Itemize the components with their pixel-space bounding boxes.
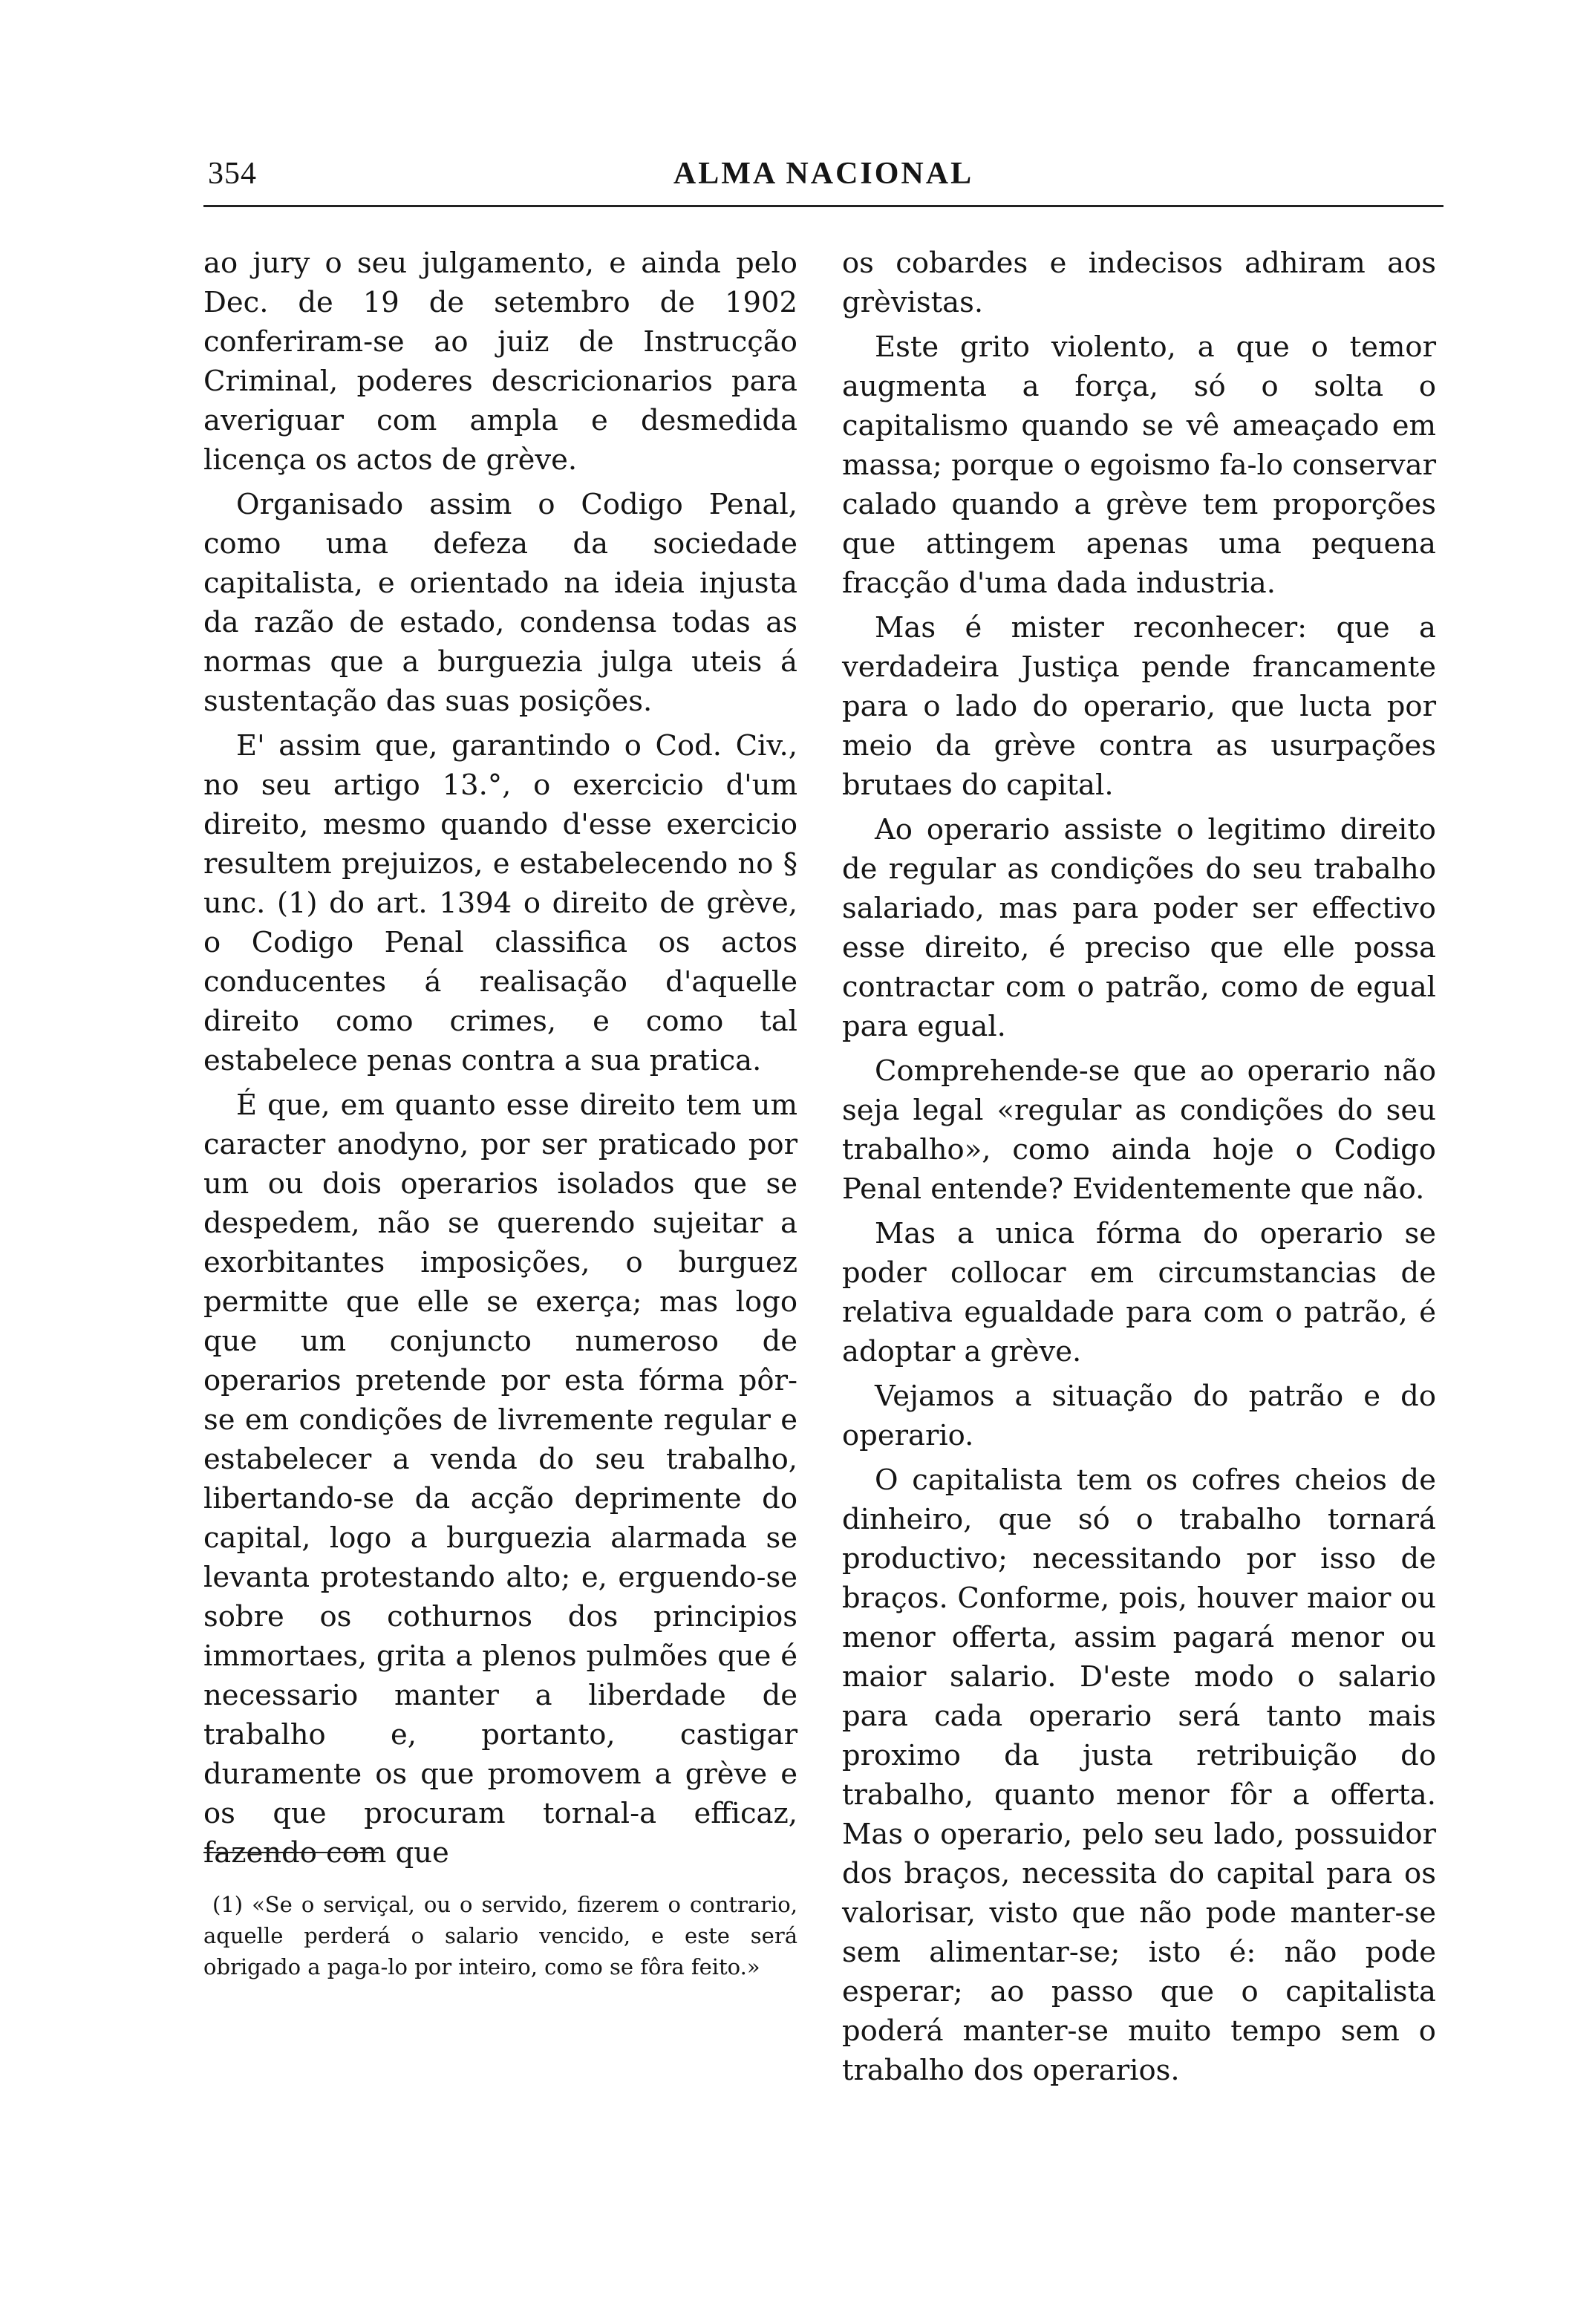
running-head (203, 153, 1443, 207)
left-column (203, 244, 797, 1878)
paragraph: E' assim que, garantindo o Cod. Civ., no seu artigo 13.°, o exercicio d'um direito, mesmo quando d'esse exercicio resultem prejuizos, e estabelecendo no § unc. (1) do art. 1394 o direito de grève, o Codigo Penal classifica os actos conducentes á realisação d'aquelle direito como crimes, e como tal estabelece penas contra a sua pratica. (203, 729, 797, 1077)
paragraph: Ao operario assiste o legitimo direito de regular as condições do seu trabalho salariado, mas para poder ser effectivo esse direito, é preciso que elle possa contractar com o patrão, como de egual para egual. (842, 813, 1436, 1043)
paragraph: É que, em quanto esse direito tem um caracter anodyno, por ser praticado por um ou dois operarios isolados que se despedem, não se querendo sujeitar a exorbitantes imposições, o burguez permitte que elle se exerça; mas logo que um conjuncto numeroso de operarios pretende por esta fórma pôr-se em condições de livremente regular e estabelecer a venda do seu trabalho, libertando-se da acção deprimente do capital, logo a burguezia alarmada se levanta protestando alto; e, erguendo-se sobre os cothurnos dos principios immortaes, grita a plenos pulmões que é necessario manter a liberdade de trabalho e, portanto, castigar duramente os que promovem a grève e os que procuram tornal-a efficaz, fazendo com que (203, 1088, 797, 1870)
paragraph: Mas é mister reconhecer: que a verdadeira Justiça pende francamente para o lado do operario, que lucta por meio da grève contra as usurpações brutaes do capital. (842, 611, 1436, 802)
paragraph: O capitalista tem os cofres cheios de dinheiro, que só o trabalho tornará productivo; necessitando por isso de braços. Conforme, pois, houver maior ou menor offerta, assim pagará menor ou maior salario. D'este modo o salario para cada operario será tanto mais proximo da justa retribuição do trabalho, quanto menor fôr a offerta. Mas o operario, pelo seu lado, possuidor dos braços, necessita do capital para os valorisar, visto que não pode manter-se sem alimentar-se; isto é: não pode esperar; ao passo que o capitalista poderá manter-se muito tempo sem o trabalho dos operarios. (842, 1463, 1436, 2087)
journal-title: ALMA NACIONAL (673, 157, 974, 191)
paragraph: ao jury o seu julgamento, e ainda pelo Dec. de 19 de setembro de 1902 conferiram-se ao juiz de Instrucção Criminal, poderes descricionarios para averiguar com ampla e desmedida licença os actos de grève. (203, 247, 797, 477)
paragraph: os cobardes e indecisos adhiram aos grèvistas. (842, 247, 1436, 319)
paragraph: Comprehende-se que ao operario não seja legal «regular as condições do seu trabalho», como ainda hoje o Codigo Penal entende? Evidentemente que não. (842, 1054, 1436, 1206)
paragraph: Este grito violento, a que o temor augmenta a força, só o solta o capitalismo quando se vê ameaçado em massa; porque o egoismo fa-lo conservar calado quando a grève tem proporções que attingem apenas uma pequena fracção d'uma dada industria. (842, 330, 1436, 600)
paragraph: Mas a unica fórma do operario se poder collocar em circumstancias de relativa egualdade para com o patrão, é adoptar a grève. (842, 1217, 1436, 1368)
page-number: 354 (208, 157, 257, 191)
footnote: (1) «Se o serviçal, ou o servido, fizerem o contrario, aquelle perderá o salario vencido, e este será obrigado a paga-lo por inteiro, como se fôra feito.» (203, 1892, 797, 1979)
right-column (842, 244, 1436, 2095)
paragraph: Vejamos a situação do patrão e do operario. (842, 1380, 1436, 1452)
footnote-rule (203, 1852, 379, 1853)
paragraph: Organisado assim o Codigo Penal, como uma defeza da sociedade capitalista, e orientado na ideia injusta da razão de estado, condensa todas as normas que a burguezia julga uteis á sustentação das suas posições. (203, 488, 797, 718)
